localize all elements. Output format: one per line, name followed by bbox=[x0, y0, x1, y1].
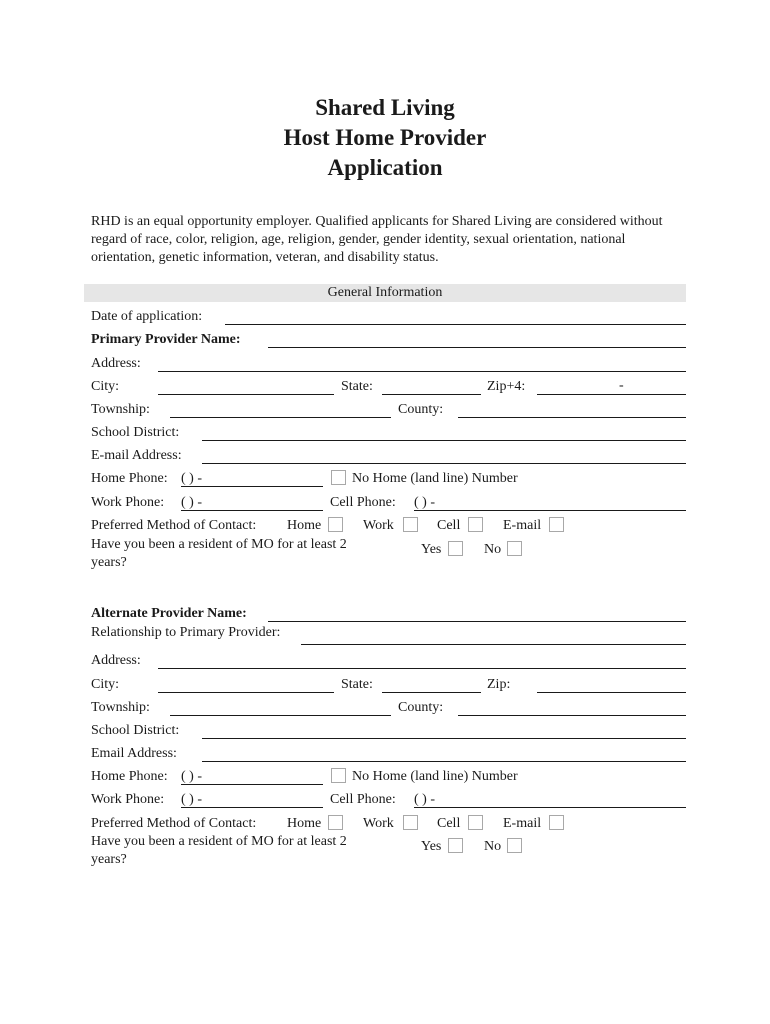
alternate-cell-phone-mask: ( ) - bbox=[414, 792, 435, 807]
alternate-county-field[interactable] bbox=[458, 715, 686, 716]
alternate-preferred-contact-label: Preferred Method of Contact: bbox=[91, 816, 257, 831]
alternate-work-phone-mask: ( ) - bbox=[181, 792, 202, 807]
primary-cell-phone-mask: ( ) - bbox=[414, 495, 435, 510]
alternate-contact-cell-label: Cell bbox=[437, 816, 461, 831]
document-title bbox=[0, 93, 770, 183]
primary-county-field[interactable] bbox=[458, 417, 686, 418]
alternate-city-label: City: bbox=[91, 677, 120, 692]
primary-zip4-field[interactable] bbox=[537, 394, 686, 395]
primary-email-label: E-mail Address: bbox=[91, 448, 182, 463]
alternate-contact-work-label: Work bbox=[363, 816, 394, 831]
primary-contact-work-label: Work bbox=[363, 518, 394, 533]
primary-resident-yes-checkbox[interactable] bbox=[448, 541, 463, 556]
alternate-home-phone-mask: ( ) - bbox=[181, 769, 202, 784]
alternate-contact-work-checkbox[interactable] bbox=[403, 815, 418, 830]
alternate-no-home-number-checkbox[interactable] bbox=[331, 768, 346, 783]
primary-home-phone-mask: ( ) - bbox=[181, 471, 202, 486]
primary-preferred-contact-label: Preferred Method of Contact: bbox=[91, 518, 257, 533]
primary-no-home-number-label: No Home (land line) Number bbox=[352, 471, 518, 486]
primary-resident-no-checkbox[interactable] bbox=[507, 541, 522, 556]
alternate-no-home-number-label: No Home (land line) Number bbox=[352, 769, 518, 784]
primary-township-label: Township: bbox=[91, 402, 150, 417]
primary-contact-email-checkbox[interactable] bbox=[549, 517, 564, 532]
alternate-resident-no-label: No bbox=[484, 839, 502, 854]
primary-cell-phone-field[interactable] bbox=[414, 510, 686, 511]
primary-school-district-label: School District: bbox=[91, 425, 180, 440]
alternate-resident-question: Have you been a resident of MO for at least 2 years? bbox=[91, 834, 347, 867]
primary-provider-name-label: Primary Provider Name: bbox=[91, 332, 241, 347]
primary-school-district-field[interactable] bbox=[202, 440, 686, 441]
alternate-contact-home-label: Home bbox=[287, 816, 322, 831]
primary-provider-name-field[interactable] bbox=[268, 347, 686, 348]
primary-work-phone-mask: ( ) - bbox=[181, 495, 202, 510]
alternate-township-field[interactable] bbox=[170, 715, 391, 716]
relationship-to-primary-label: Relationship to Primary Provider: bbox=[91, 625, 281, 640]
primary-address-field[interactable] bbox=[158, 371, 686, 372]
primary-contact-home-checkbox[interactable] bbox=[328, 517, 343, 532]
alternate-email-field[interactable] bbox=[202, 761, 686, 762]
alternate-email-label: Email Address: bbox=[91, 746, 177, 761]
alternate-zip-label: Zip: bbox=[487, 677, 511, 692]
primary-contact-cell-checkbox[interactable] bbox=[468, 517, 483, 532]
alternate-contact-home-checkbox[interactable] bbox=[328, 815, 343, 830]
alternate-school-district-label: School District: bbox=[91, 723, 180, 738]
alternate-township-label: Township: bbox=[91, 700, 150, 715]
primary-no-home-number-checkbox[interactable] bbox=[331, 470, 346, 485]
primary-contact-cell-label: Cell bbox=[437, 518, 461, 533]
date-of-application-label: Date of application: bbox=[91, 309, 203, 324]
alternate-state-label: State: bbox=[341, 677, 373, 692]
alternate-work-phone-label: Work Phone: bbox=[91, 792, 165, 807]
primary-state-label: State: bbox=[341, 379, 373, 394]
title-line-1: Shared Living bbox=[315, 95, 455, 120]
primary-resident-no-label: No bbox=[484, 542, 502, 557]
alternate-work-phone-field[interactable] bbox=[181, 807, 323, 808]
alternate-school-district-field[interactable] bbox=[202, 738, 686, 739]
primary-resident-yes-label: Yes bbox=[421, 542, 442, 557]
primary-work-phone-label: Work Phone: bbox=[91, 495, 165, 510]
alternate-resident-no-checkbox[interactable] bbox=[507, 838, 522, 853]
alternate-provider-name-label: Alternate Provider Name: bbox=[91, 606, 247, 621]
primary-township-field[interactable] bbox=[170, 417, 391, 418]
eeo-statement: RHD is an equal opportunity employer. Qualified applicants for Shared Living are considered without regard of race, color, religion, age, religion, gender, gender identity, sexual orientation, national orientation, genetic information, veteran, and disability status. bbox=[91, 214, 663, 265]
alternate-contact-email-label: E-mail bbox=[503, 816, 542, 831]
primary-home-phone-field[interactable] bbox=[181, 486, 323, 487]
section-header-general-information: General Information bbox=[84, 284, 686, 302]
alternate-contact-email-checkbox[interactable] bbox=[549, 815, 564, 830]
primary-zip4-label: Zip+4: bbox=[487, 379, 526, 394]
date-of-application-field[interactable] bbox=[225, 324, 686, 325]
alternate-address-field[interactable] bbox=[158, 668, 686, 669]
primary-email-field[interactable] bbox=[202, 463, 686, 464]
primary-contact-home-label: Home bbox=[287, 518, 322, 533]
title-line-2: Host Home Provider bbox=[283, 125, 487, 150]
primary-city-label: City: bbox=[91, 379, 120, 394]
alternate-home-phone-label: Home Phone: bbox=[91, 769, 168, 784]
primary-home-phone-label: Home Phone: bbox=[91, 471, 168, 486]
alternate-provider-name-field[interactable] bbox=[268, 621, 686, 622]
alternate-zip-field[interactable] bbox=[537, 692, 686, 693]
primary-cell-phone-label: Cell Phone: bbox=[330, 495, 396, 510]
primary-resident-question: Have you been a resident of MO for at least 2 years? bbox=[91, 537, 347, 570]
alternate-cell-phone-label: Cell Phone: bbox=[330, 792, 396, 807]
primary-address-label: Address: bbox=[91, 356, 141, 371]
primary-contact-email-label: E-mail bbox=[503, 518, 542, 533]
primary-state-field[interactable] bbox=[382, 394, 481, 395]
alternate-county-label: County: bbox=[398, 700, 444, 715]
alternate-state-field[interactable] bbox=[382, 692, 481, 693]
alternate-resident-yes-label: Yes bbox=[421, 839, 442, 854]
primary-work-phone-field[interactable] bbox=[181, 510, 323, 511]
primary-county-label: County: bbox=[398, 402, 444, 417]
alternate-home-phone-field[interactable] bbox=[181, 784, 323, 785]
primary-city-field[interactable] bbox=[158, 394, 334, 395]
alternate-cell-phone-field[interactable] bbox=[414, 807, 686, 808]
relationship-to-primary-field[interactable] bbox=[301, 644, 686, 645]
alternate-resident-yes-checkbox[interactable] bbox=[448, 838, 463, 853]
alternate-address-label: Address: bbox=[91, 653, 141, 668]
alternate-contact-cell-checkbox[interactable] bbox=[468, 815, 483, 830]
primary-contact-work-checkbox[interactable] bbox=[403, 517, 418, 532]
title-line-3: Application bbox=[327, 155, 443, 180]
alternate-city-field[interactable] bbox=[158, 692, 334, 693]
primary-zip4-dash: - bbox=[619, 378, 624, 393]
